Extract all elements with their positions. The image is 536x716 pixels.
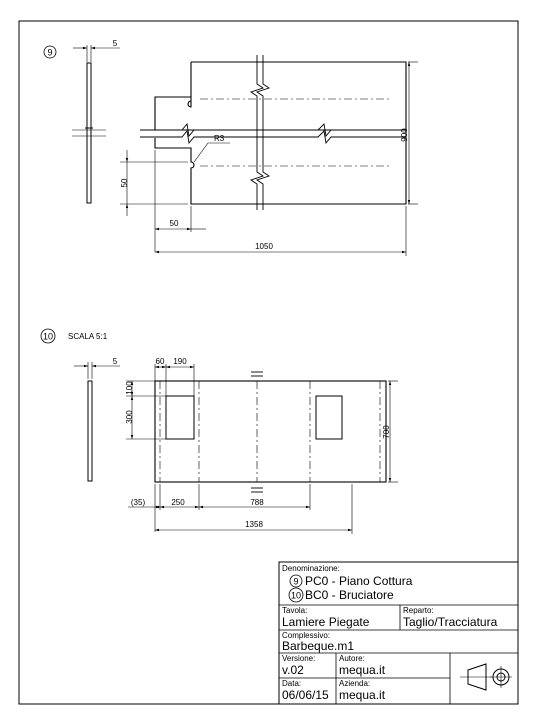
part-9-view bbox=[44, 39, 418, 256]
part-10-dim-788: 788 bbox=[250, 498, 264, 507]
part-10-dim-300: 300 bbox=[125, 410, 134, 424]
part-10-scale: SCALA 5:1 bbox=[68, 332, 108, 341]
part-9-height-dim: 900 bbox=[400, 128, 409, 142]
azienda-label: Azienda: bbox=[339, 679, 371, 688]
part-9-break-line-v bbox=[251, 55, 263, 210]
part-9-radius-dim: R3 bbox=[214, 134, 225, 143]
data-value: 06/06/15 bbox=[282, 688, 329, 702]
part-10-dim-250: 250 bbox=[171, 498, 185, 507]
part-10-dim-190: 190 bbox=[173, 357, 187, 366]
versione-label: Versione: bbox=[282, 654, 316, 663]
part-9-thickness-dim: 5 bbox=[112, 39, 118, 48]
tavola-label: Tavola: bbox=[282, 606, 308, 615]
versione-value: v.02 bbox=[282, 663, 304, 677]
part-10-opening-left bbox=[166, 396, 194, 439]
item-9-balloon-number: 9 bbox=[293, 576, 299, 587]
part-10-dim-35: (35) bbox=[130, 498, 146, 507]
azienda-value: mequa.it bbox=[339, 688, 386, 702]
complessivo-value: Barbeque.m1 bbox=[282, 639, 355, 653]
part-10-width-dim: 1358 bbox=[245, 520, 263, 529]
item-10-name: BC0 - Bruciatore bbox=[305, 588, 394, 602]
part-10-view bbox=[41, 329, 398, 534]
reparto-value: Taglio/Tracciatura bbox=[403, 615, 498, 629]
part-9-balloon-number: 9 bbox=[47, 47, 53, 58]
autore-value: mequa.it bbox=[339, 663, 386, 677]
sheet-border bbox=[19, 21, 518, 704]
part-10-height-dim: 700 bbox=[382, 425, 391, 439]
part-10-dim-60: 60 bbox=[155, 357, 165, 366]
part-9-width-dim: 1050 bbox=[255, 242, 273, 251]
autore-label: Autore: bbox=[339, 654, 365, 663]
title-block bbox=[279, 562, 518, 704]
part-10-opening-right bbox=[316, 396, 342, 439]
data-label: Data: bbox=[282, 679, 302, 688]
part-10-thickness-dim: 5 bbox=[112, 357, 118, 366]
part-10-balloon-number: 10 bbox=[42, 331, 54, 342]
denominazione-label: Denominazione: bbox=[282, 564, 340, 573]
complessivo-label: Complessivo: bbox=[282, 631, 331, 640]
part-9-side-profile bbox=[87, 63, 91, 203]
part-9-offset-dim: 50 bbox=[169, 219, 179, 228]
part-10-side-profile bbox=[88, 381, 92, 481]
reparto-label: Reparto: bbox=[403, 606, 434, 615]
part-9-break-line-h bbox=[140, 124, 406, 136]
part-9-notch-dim: 50 bbox=[120, 178, 129, 188]
part-10-dim-100: 100 bbox=[125, 381, 134, 395]
first-angle-projection-icon bbox=[460, 664, 512, 690]
tavola-value: Lamiere Piegate bbox=[282, 615, 370, 629]
item-10-balloon-number: 10 bbox=[290, 590, 302, 601]
part-9-plate-outline bbox=[155, 62, 406, 204]
item-9-name: PC0 - Piano Cottura bbox=[305, 574, 413, 588]
